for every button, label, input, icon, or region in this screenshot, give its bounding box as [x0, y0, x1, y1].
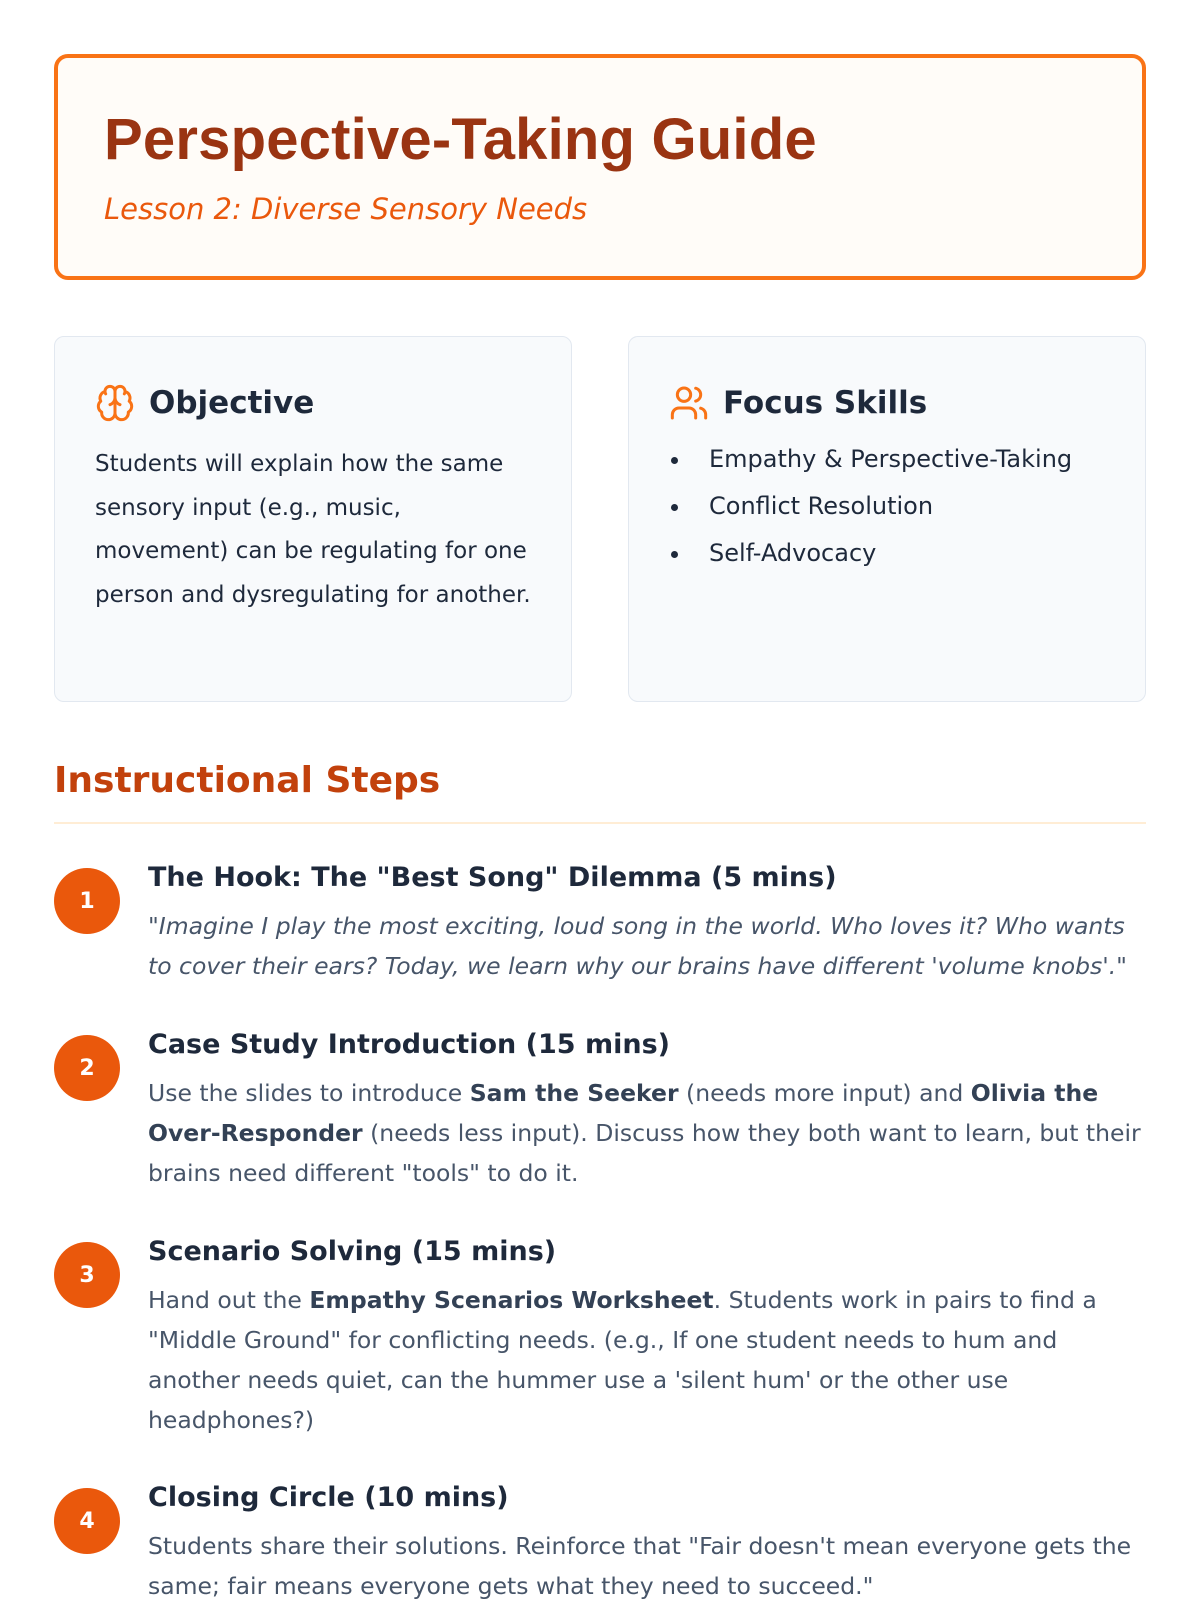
focus-skills-title: Focus Skills — [723, 385, 928, 421]
step-description — [148, 1526, 1148, 1600]
section-divider — [54, 822, 1146, 824]
step-number-badge: 1 — [54, 868, 120, 934]
skill-item: Self-Advocacy — [669, 535, 1072, 582]
focus-skills-card — [628, 336, 1146, 702]
header-card — [54, 54, 1146, 280]
skill-item: Conflict Resolution — [669, 488, 1072, 535]
step-description — [148, 1073, 1148, 1193]
description-text: Hand out the — [148, 1286, 310, 1314]
objective-title: Objective — [149, 385, 315, 421]
step-description — [148, 906, 1148, 986]
description-text: (needs more input) and — [678, 1079, 971, 1107]
objective-text: Students will explain how the same sensory input (e.g., music, movement) can be regulating for one person and dysregulating for another. — [95, 451, 531, 608]
objective-heading — [95, 383, 314, 423]
focus-skills-heading — [669, 383, 927, 423]
page-title: Perspective-Taking Guide — [104, 107, 817, 172]
description-text: Students share their solutions. Reinforce that "Fair doesn't mean everyone gets the same; fair means everyone gets what they need to succeed." — [148, 1532, 1132, 1600]
skills-list — [669, 441, 1072, 582]
step-number-badge: 3 — [54, 1242, 120, 1308]
step-number-badge: 2 — [54, 1035, 120, 1101]
section-title: Instructional Steps — [54, 760, 441, 801]
description-text: "Imagine I play the most exciting, loud song in the world. Who loves it? Who wants to cover their ears? Today, we learn why our brains have different 'volume knobs'." — [148, 912, 1127, 980]
description-text: (needs less input). Discuss how they both want to learn, but their brains need different "tools" to do it. — [148, 1119, 1141, 1187]
brain-icon — [95, 383, 135, 423]
emphasis-text: Empathy Scenarios Worksheet — [309, 1286, 714, 1314]
objective-card — [54, 336, 572, 702]
lesson-subtitle: Lesson 2: Diverse Sensory Needs — [104, 192, 588, 226]
skill-item: Empathy & Perspective-Taking — [669, 441, 1072, 488]
step-title: Case Study Introduction (15 mins) — [148, 1029, 670, 1060]
step-title: Closing Circle (10 mins) — [148, 1482, 509, 1513]
step-title: Scenario Solving (15 mins) — [148, 1236, 557, 1267]
description-text: . Students work in pairs to find a "Middle Ground" for conflicting needs. (e.g., If one student needs to hum and another needs quiet, can the hummer use a 'silent hum' or the other use headphones?) — [148, 1286, 1097, 1434]
description-text: Use the slides to introduce — [148, 1079, 470, 1107]
step-number-badge: 4 — [54, 1488, 120, 1554]
users-icon — [669, 383, 709, 423]
emphasis-text: Olivia the Over-Responder — [148, 1079, 1099, 1147]
step-title: The Hook: The "Best Song" Dilemma (5 mins) — [148, 862, 837, 893]
emphasis-text: Sam the Seeker — [469, 1079, 679, 1107]
step-description — [148, 1280, 1148, 1440]
